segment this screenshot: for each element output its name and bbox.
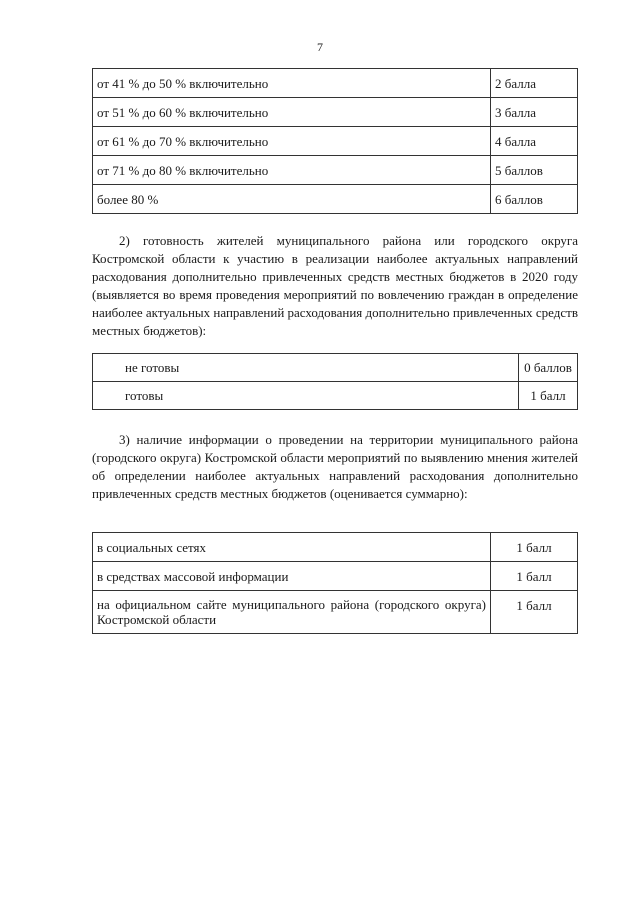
paragraph-readiness: 2) готовность жителей муниципального района или городского округа Костромской области к участию в реализации наиболее актуальных направлений расходования дополнительно привлеченных средств местных бюджетов в 2020 году (выявляется во время проведения мероприятий по вовлечению граждан в определение наиболее актуальных направлений расходования дополнительно привлеченных средств местных бюджетов):	[92, 233, 578, 338]
criterion-cell: в социальных сетях	[93, 533, 491, 562]
table-row	[93, 591, 578, 634]
score-cell: 5 баллов	[491, 156, 578, 185]
criterion-cell: на официальном сайте муниципального района (городского округа) Костромской области	[93, 591, 491, 634]
criterion-cell: не готовы	[93, 354, 519, 382]
criterion-cell: от 61 % до 70 % включительно	[93, 127, 491, 156]
criterion-cell: от 71 % до 80 % включительно	[93, 156, 491, 185]
table-row	[93, 69, 578, 98]
score-table-share	[92, 68, 578, 214]
table-row	[93, 354, 578, 382]
criterion-cell: в средствах массовой информации	[93, 562, 491, 591]
table-row	[93, 156, 578, 185]
criterion-cell: более 80 %	[93, 185, 491, 214]
score-cell: 2 балла	[491, 69, 578, 98]
score-table-information	[92, 532, 578, 634]
score-cell: 1 балл	[491, 562, 578, 591]
score-cell: 0 баллов	[519, 354, 578, 382]
criterion-cell: от 51 % до 60 % включительно	[93, 98, 491, 127]
score-cell: 1 балл	[491, 591, 578, 634]
score-cell: 3 балла	[491, 98, 578, 127]
criterion-cell: готовы	[93, 382, 519, 410]
table-row	[93, 382, 578, 410]
table-row	[93, 562, 578, 591]
score-cell: 1 балл	[519, 382, 578, 410]
table-row	[93, 533, 578, 562]
criterion-cell: от 41 % до 50 % включительно	[93, 69, 491, 98]
paragraph-information: 3) наличие информации о проведении на территории муниципального района (городского округа) Костромской области мероприятий по выявлению мнения жителей об определении наиболее актуальных направлений расходования дополнительно привлеченных средств местных бюджетов (оценивается суммарно):	[92, 432, 578, 501]
table-row	[93, 185, 578, 214]
score-cell: 1 балл	[491, 533, 578, 562]
score-table-readiness	[92, 353, 578, 410]
table-row	[93, 98, 578, 127]
score-cell: 6 баллов	[491, 185, 578, 214]
table-row	[93, 127, 578, 156]
page-number: 7	[317, 40, 323, 54]
score-cell: 4 балла	[491, 127, 578, 156]
